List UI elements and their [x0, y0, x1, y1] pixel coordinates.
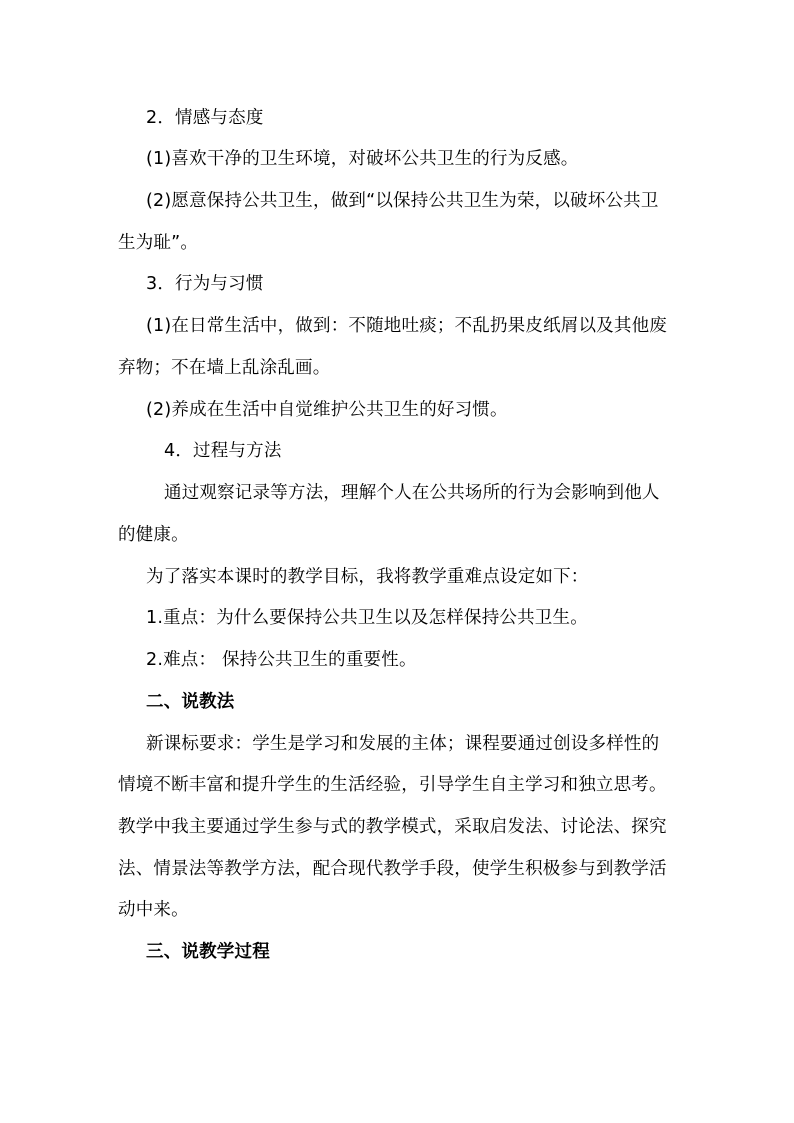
paragraph-line: 弃物；不在墙上乱涂乱画。: [118, 358, 331, 378]
subheading-process-method: 4．过程与方法: [164, 441, 282, 461]
paragraph-line: (1)在日常生活中，做到：不随地吐痰；不乱扔果皮纸屑以及其他废: [146, 316, 667, 336]
paragraph-line: 动中来。: [118, 900, 189, 920]
paragraph-line: (2)愿意保持公共卫生，做到“以保持公共卫生为荣，以破坏公共卫: [146, 191, 659, 211]
paragraph-line: 2.难点： 保持公共卫生的重要性。: [146, 650, 417, 670]
paragraph-line: 的健康。: [118, 525, 189, 545]
subheading-behavior-habit: 3．行为与习惯: [146, 274, 264, 294]
section-heading-teaching-methods: 二、说教法: [146, 692, 235, 712]
paragraph-line: 1.重点：为什么要保持公共卫生以及怎样保持公共卫生。: [146, 608, 588, 628]
paragraph-line: 通过观察记录等方法，理解个人在公共场所的行为会影响到他人: [164, 483, 660, 503]
section-heading-teaching-process: 三、说教学过程: [146, 942, 270, 962]
paragraph-line: (1)喜欢干净的卫生环境，对破坏公共卫生的行为反感。: [146, 149, 579, 169]
paragraph-line: 生为耻”。: [118, 233, 199, 253]
paragraph-line: 为了落实本课时的教学目标，我将教学重难点设定如下：: [146, 567, 589, 587]
paragraph-line: (2)养成在生活中自觉维护公共卫生的好习惯。: [146, 400, 508, 420]
paragraph-line: 情境不断丰富和提升学生的生活经验，引导学生自主学习和独立思考。: [118, 775, 667, 795]
paragraph-line: 新课标要求：学生是学习和发展的主体；课程要通过创设多样性的: [146, 734, 660, 754]
paragraph-line: 教学中我主要通过学生参与式的教学模式，采取启发法、讨论法、探究: [118, 817, 667, 837]
paragraph-line: 法、情景法等教学方法，配合现代教学手段，使学生积极参与到教学活: [118, 859, 667, 879]
subheading-emotion-attitude: 2．情感与态度: [146, 108, 264, 128]
